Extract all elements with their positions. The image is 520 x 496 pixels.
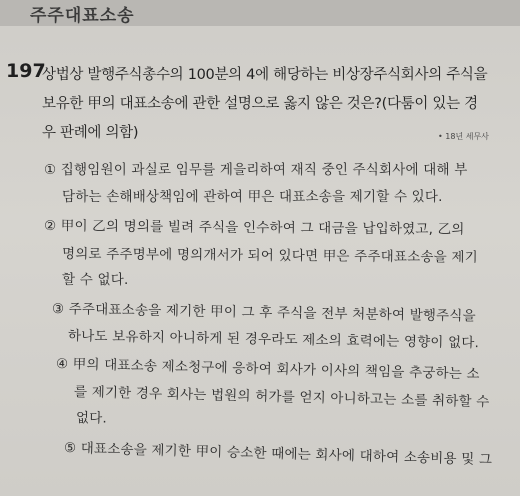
option-1-line: ① 집행임원이 과실로 임무를 게을리하여 재직 중인 주식회사에 대해 부 [44, 162, 468, 178]
option-4-line: 없다. [75, 410, 108, 427]
option-5-line: ⑤ 대표소송을 제기한 甲이 승소한 때에는 회사에 대하여 소송비용 및 그 [63, 440, 493, 468]
option-4-line: ④ 甲의 대표소송 제소청구에 응하여 회사가 이사의 책임을 추궁하는 소 [55, 356, 480, 383]
question-text-line: 상법상 발행주식총수의 100분의 4에 해당하는 비상장주식회사의 주식을 [42, 67, 488, 83]
section-title: 주주대표소송 [30, 6, 135, 26]
question-text-line: 보유한 甲의 대표소송에 관한 설명으로 옳지 않은 것은?(다툼이 있는 경 [42, 96, 478, 112]
option-4-line: 를 제기한 경우 회사는 법원의 허가를 얻지 아니하고는 소를 취하할 수 [73, 384, 490, 411]
question-number: 197 [6, 60, 46, 82]
option-3-line: ③ 주주대표소송을 제기한 甲이 그 후 주식을 전부 처분하여 발행주식을 [51, 301, 476, 325]
question-source: • 18년 세무사 [438, 132, 489, 141]
option-2-line: 명의로 주주명부에 명의개서가 되어 있다면 甲은 주주대표소송을 제기 [61, 246, 478, 266]
option-2-line: 할 수 없다. [62, 272, 129, 288]
section-header-bar [0, 0, 520, 26]
question-text-line: 우 판례에 의함) [42, 125, 139, 141]
option-1-line: 담하는 손해배상책임에 관하여 甲은 대표소송을 제기할 수 있다. [62, 189, 443, 205]
option-2-line: ② 甲이 乙의 명의를 빌려 주식을 인수하여 그 대금을 납입하였고, 乙의 [43, 218, 465, 238]
option-3-line: 하나도 보유하지 아니하게 된 경우라도 제소의 효력에는 영향이 없다. [67, 328, 480, 352]
